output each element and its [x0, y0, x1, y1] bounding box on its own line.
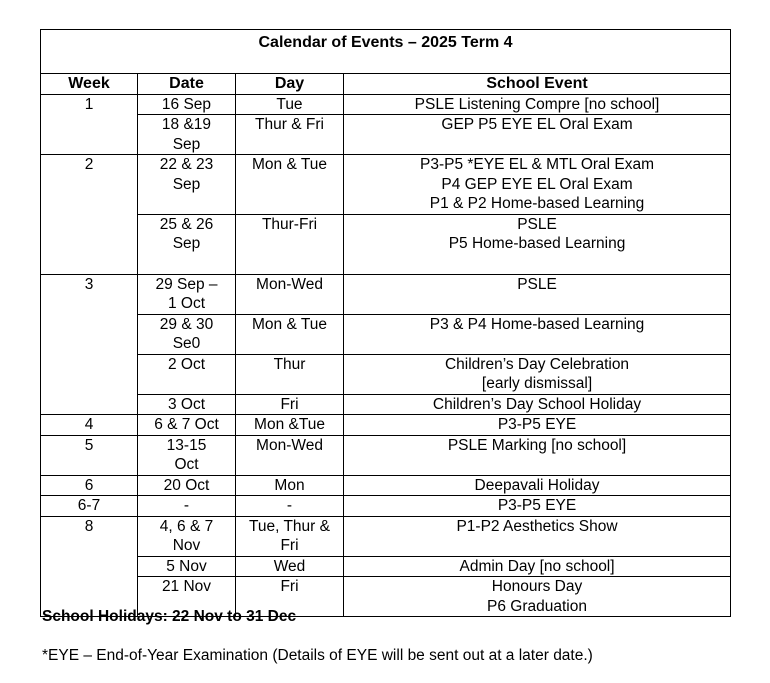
header-day: Day	[236, 74, 344, 95]
event-cell	[344, 435, 731, 475]
date-cell-line: 3 Oct	[167, 395, 206, 413]
date-cell	[138, 516, 236, 556]
day-cell-line: Tue	[276, 95, 303, 113]
event-cell	[344, 94, 731, 115]
table-row	[41, 516, 731, 556]
event-cell-line: PSLE Marking [no school]	[447, 436, 627, 454]
date-cell	[138, 115, 236, 155]
table-row	[41, 394, 731, 415]
event-cell-line: Honours Day	[491, 578, 583, 595]
day-cell	[236, 475, 344, 496]
date-cell-line: 2 Oct	[167, 355, 206, 373]
date-cell-line: 6 & 7 Oct	[154, 416, 219, 433]
day-cell-line: Wed	[273, 557, 306, 575]
table-row	[41, 115, 731, 155]
calendar-body	[41, 94, 731, 617]
event-cell-line: P1-P2 Aesthetics Show	[456, 517, 618, 535]
date-cell-line: 25 & 26	[159, 215, 214, 233]
date-cell	[138, 155, 236, 215]
day-cell	[236, 94, 344, 115]
calendar-table	[40, 29, 731, 617]
week-cell: 1	[41, 94, 138, 155]
day-cell	[236, 415, 344, 436]
date-cell	[138, 496, 236, 517]
event-cell-line: P3 & P4 Home-based Learning	[429, 315, 645, 333]
week-cell: 6	[41, 475, 138, 496]
week-cell: 2	[41, 155, 138, 275]
date-cell	[138, 415, 236, 436]
date-cell	[138, 435, 236, 475]
date-cell-line: Sep	[172, 175, 201, 193]
date-cell-line: 29 Sep –	[155, 275, 218, 293]
date-cell-line: Sep	[172, 235, 201, 252]
day-cell-line: Fri	[280, 537, 299, 554]
date-cell-line: 13-15	[166, 436, 207, 454]
day-cell-line: Mon & Tue	[252, 156, 327, 173]
date-cell	[138, 214, 236, 274]
day-cell-line: Mon-Wed	[256, 436, 323, 454]
event-cell	[344, 415, 731, 436]
date-cell-line: 1 Oct	[167, 295, 206, 312]
event-cell	[344, 274, 731, 314]
event-cell-line: P1 & P2 Home-based Learning	[429, 195, 645, 212]
date-cell-line: -	[183, 497, 190, 514]
event-cell-line: PSLE Listening Compre [no school]	[414, 95, 660, 113]
event-cell	[344, 475, 731, 496]
date-cell	[138, 354, 236, 394]
date-cell-line: 22 & 23	[159, 156, 214, 173]
day-cell	[236, 394, 344, 415]
event-cell-line: GEP P5 EYE EL Oral Exam	[441, 116, 633, 133]
date-cell-line: 16 Sep	[161, 95, 212, 113]
date-cell-line: 5 Nov	[166, 557, 207, 575]
event-cell-line: P5 Home-based Learning	[448, 235, 626, 252]
event-cell-line: P3-P5 EYE	[497, 416, 577, 433]
date-cell-line: Oct	[174, 456, 199, 473]
date-cell	[138, 556, 236, 577]
date-cell-line: 4, 6 & 7	[159, 517, 214, 535]
title-row	[41, 30, 731, 74]
table-row	[41, 354, 731, 394]
day-cell	[236, 314, 344, 354]
table-row	[41, 556, 731, 577]
event-cell	[344, 314, 731, 354]
day-cell-line: Thur-Fri	[261, 215, 318, 233]
week-cell: 3	[41, 274, 138, 415]
day-cell-line: Tue, Thur &	[249, 517, 330, 535]
day-cell-line: Fri	[280, 395, 299, 413]
date-cell-line: Se0	[172, 335, 201, 352]
event-cell-line: Children’s Day Celebration	[444, 355, 630, 373]
day-cell-line: Mon & Tue	[252, 315, 327, 333]
date-cell-line: 18 &19	[161, 116, 212, 133]
date-cell-line: 21 Nov	[161, 578, 212, 595]
event-cell-line: PSLE	[517, 275, 557, 293]
day-cell-line: Thur & Fri	[255, 116, 324, 133]
day-cell-line: Mon &Tue	[254, 416, 325, 433]
day-cell	[236, 274, 344, 314]
date-cell-line: Nov	[172, 537, 201, 554]
table-row	[41, 475, 731, 496]
header-week: Week	[41, 74, 138, 95]
table-row	[41, 214, 731, 274]
day-cell	[236, 214, 344, 274]
day-cell	[236, 115, 344, 155]
event-cell	[344, 394, 731, 415]
event-cell-line: Children’s Day School Holiday	[432, 395, 642, 413]
date-cell	[138, 475, 236, 496]
header-school-event: School Event	[344, 74, 731, 95]
event-cell-line: P4 GEP EYE EL Oral Exam	[441, 175, 633, 193]
date-cell	[138, 94, 236, 115]
date-cell	[138, 394, 236, 415]
week-cell: 6-7	[41, 496, 138, 517]
day-cell-line: Mon-Wed	[256, 275, 323, 293]
school-holidays-note: School Holidays: 22 Nov to 31 Dec	[42, 608, 297, 625]
header-row	[41, 74, 731, 95]
date-cell	[138, 314, 236, 354]
table-row	[41, 415, 731, 436]
day-cell-line: Thur	[273, 355, 306, 373]
day-cell	[236, 516, 344, 556]
event-cell-line: P6 Graduation	[487, 597, 587, 615]
event-cell	[344, 354, 731, 394]
event-cell-line: Admin Day [no school]	[459, 557, 615, 575]
table-row	[41, 314, 731, 354]
day-cell-line: Mon	[274, 476, 305, 494]
event-cell	[344, 556, 731, 577]
event-cell-line: PSLE	[517, 215, 557, 233]
week-cell: 8	[41, 516, 138, 617]
event-cell-line: P3-P5 *EYE EL & MTL Oral Exam	[420, 156, 655, 173]
table-row	[41, 435, 731, 475]
date-cell-line: 29 & 30	[159, 315, 214, 333]
table-row	[41, 94, 731, 115]
week-cell: 5	[41, 435, 138, 475]
day-cell	[236, 155, 344, 215]
event-cell	[344, 496, 731, 517]
header-date: Date	[138, 74, 236, 95]
table-row	[41, 155, 731, 215]
event-cell	[344, 577, 731, 617]
day-cell	[236, 354, 344, 394]
event-cell	[344, 115, 731, 155]
event-cell	[344, 214, 731, 274]
event-cell-line: Deepavali Holiday	[474, 476, 600, 494]
day-cell	[236, 435, 344, 475]
table-row	[41, 496, 731, 517]
table-row	[41, 274, 731, 314]
table-title: Calendar of Events – 2025 Term 4	[41, 30, 731, 74]
day-cell-line: -	[286, 497, 293, 514]
event-cell	[344, 155, 731, 215]
event-cell	[344, 516, 731, 556]
day-cell	[236, 556, 344, 577]
week-cell: 4	[41, 415, 138, 436]
day-cell-line: Fri	[280, 578, 299, 595]
date-cell-line: 20 Oct	[163, 476, 210, 494]
eye-footnote: *EYE – End-of-Year Examination (Details of EYE will be sent out at a later date.)	[42, 647, 593, 664]
event-cell-line: [early dismissal]	[481, 375, 593, 392]
date-cell	[138, 274, 236, 314]
day-cell	[236, 496, 344, 517]
date-cell-line: Sep	[172, 135, 201, 153]
event-cell-line: P3-P5 EYE	[497, 497, 577, 514]
